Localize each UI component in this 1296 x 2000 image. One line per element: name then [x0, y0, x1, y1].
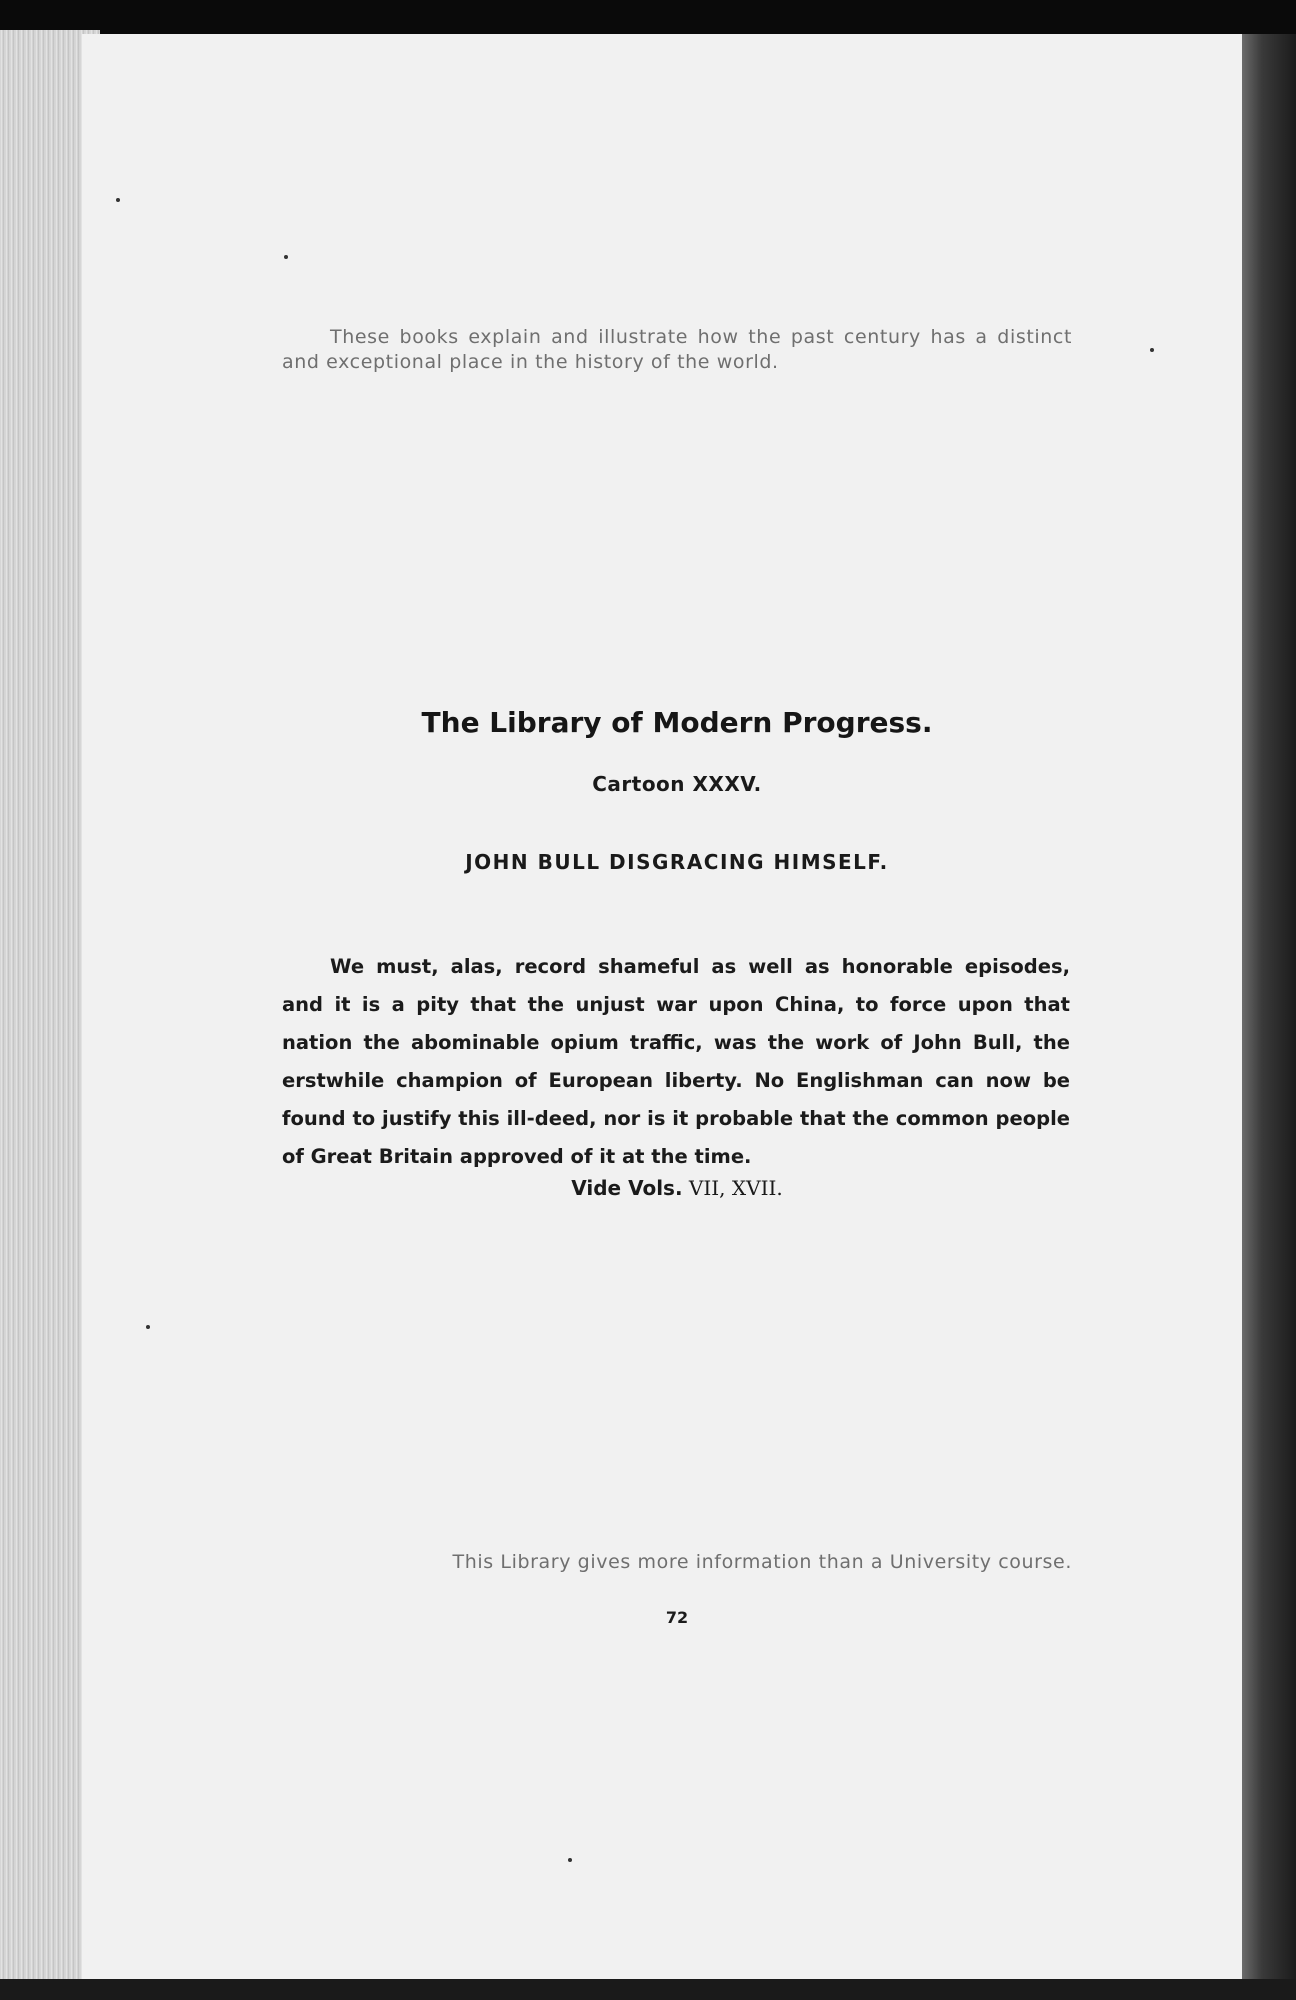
scan-speck [284, 255, 288, 259]
scan-speck [146, 1325, 150, 1329]
body-paragraph: We must, alas, record shameful as well as honorable episodes, and it is a pity that the unjust war upon China, to force upon that nation the abominable opium traffic, was the work of John Bull, the erstwhile champion of European liberty. No Englishman can now be found to justify this ill-deed, nor is it probable that the common people of Great Britain approved of it at the time. [282, 954, 1070, 1168]
vide-label: Vide Vols. [571, 1176, 683, 1200]
volume-reference [282, 1176, 1072, 1200]
scan-bottom-border [0, 1979, 1296, 2000]
scan-top-border [0, 0, 1296, 34]
scan-speck [116, 198, 120, 202]
page-title: The Library of Modern Progress. [421, 706, 933, 739]
footer-note: This Library gives more information than a University course. [452, 1551, 1072, 1573]
scan-speck [568, 1858, 572, 1862]
scan-right-shadow [1242, 34, 1296, 2000]
vide-volumes: VII, XVII. [688, 1176, 783, 1200]
page-number: 72 [665, 1608, 689, 1627]
intro-text: These books explain and illustrate how the past century has a distinct and exceptional place in the history of the world. [282, 326, 1072, 373]
scan-speck [1150, 348, 1154, 352]
cartoon-caption: JOHN BULL DISGRACING HIMSELF. [465, 850, 889, 874]
cartoon-number: Cartoon XXXV. [592, 772, 762, 796]
